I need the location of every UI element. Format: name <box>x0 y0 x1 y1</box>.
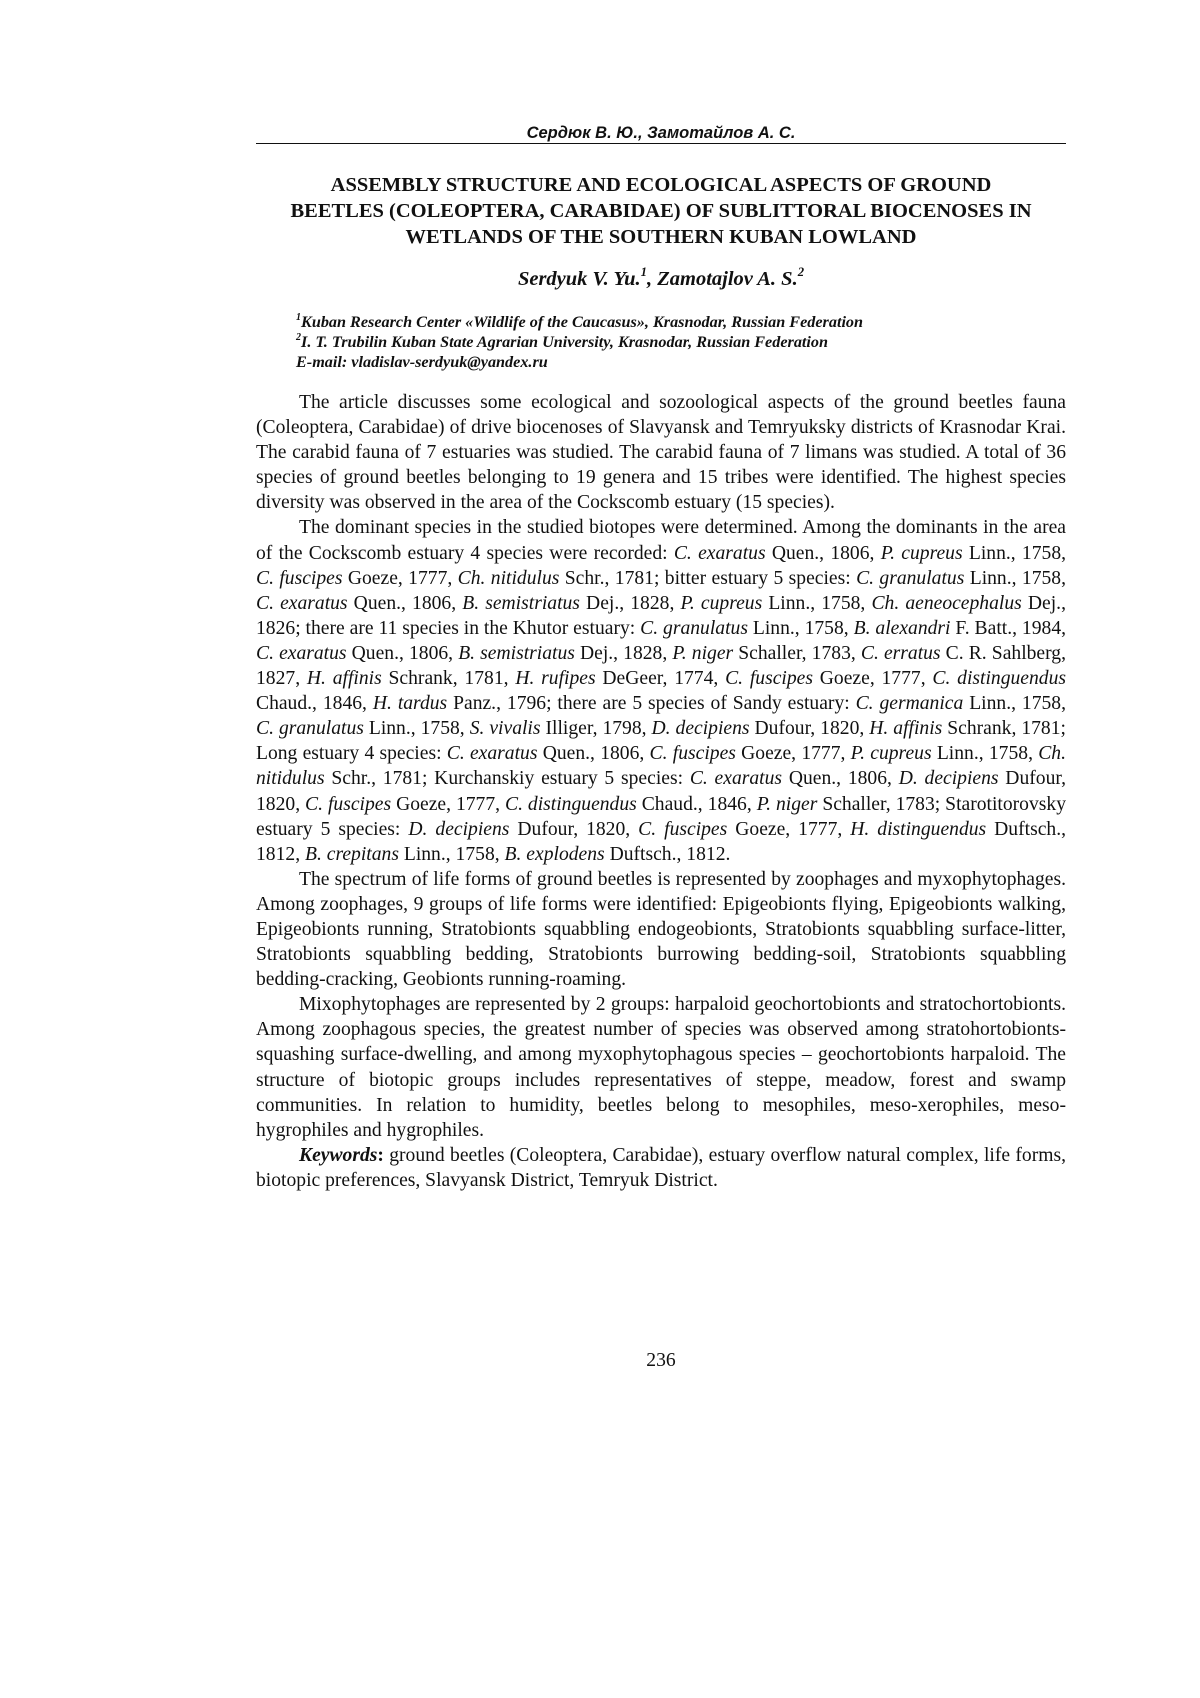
contact-email: E-mail: vladislav-serdyuk@yandex.ru <box>296 353 548 371</box>
species-name: C. granulatus <box>640 617 748 639</box>
text-run: Dej., 1828, <box>574 642 673 664</box>
species-name: S. vivalis <box>469 718 541 740</box>
text-run: Dej., 1828, <box>579 592 681 614</box>
species-name: H. tardus <box>372 693 448 715</box>
text-run: Linn., 1758, <box>363 718 470 740</box>
affiliation-mark: 2 <box>797 264 805 279</box>
species-name: C. granulatus <box>256 718 364 740</box>
species-name: B. explodens <box>504 843 605 865</box>
text-run: Dufour, 1820, <box>509 818 639 840</box>
running-header: Сердюк В. Ю., Замотайлов А. С. <box>526 124 796 142</box>
species-name: C. distinguendus <box>932 668 1067 690</box>
species-name: P. cupreus <box>680 592 763 614</box>
author-separator: , <box>646 268 658 290</box>
page-number: 236 <box>646 1350 676 1371</box>
text-run: Mixophytophages are represented by 2 groups: harpaloid geochortobionts and stratochortobionts. Among zoophagous species, the greatest number of species was observed among stratohortobionts-squashing surface-dwelling, and among myxophytophagous species – geochortobionts harpaloid. The structure of biotopic groups includes representatives of steppe, meadow, forest and swamp communities. In relation to humidity, beetles belong to mesophiles, meso-xerophiles, meso-hygrophiles and hygrophiles. <box>256 994 1066 1141</box>
text-run: Schr., 1781; bitter estuary 5 species: <box>559 567 857 589</box>
text-run: Schrank, 1781; Long estuary 4 species: <box>256 718 1066 765</box>
article-title <box>256 172 1066 250</box>
text-run: Schaller, 1783; Starotitorovsky estuary 5 species: <box>256 793 1066 840</box>
text-run: Quen., 1806, <box>765 542 881 564</box>
text-run: Quen., 1806, <box>782 768 899 790</box>
text-run: Linn., 1758, <box>762 592 872 614</box>
abstract-paragraph <box>256 867 1066 992</box>
species-name: C. fuscipes <box>256 567 343 589</box>
species-name: C. fuscipes <box>725 668 813 690</box>
text-run: Chaud., 1846, <box>256 693 373 715</box>
keywords-paragraph <box>256 1143 1066 1193</box>
text-run: Dufour, 1820, <box>256 768 1067 815</box>
text-run: Linn., 1758, <box>963 693 1066 715</box>
text-run: Schrank, 1781, <box>381 668 516 690</box>
species-name: C. erratus <box>860 642 941 664</box>
affiliation-mark: 2 <box>296 331 302 343</box>
species-name: C. distinguendus <box>505 793 637 815</box>
species-name: D. decipiens <box>408 818 510 840</box>
species-name: C. exaratus <box>256 642 347 664</box>
text-run: Linn., 1758, <box>398 843 505 865</box>
text-run: Quen., 1806, <box>346 642 459 664</box>
abstract-paragraph <box>256 515 1066 866</box>
text-run: Dufour, 1820, <box>749 718 870 740</box>
species-name: H. distinguendus <box>850 818 987 840</box>
species-name: B. crepitans <box>304 843 399 865</box>
text-run: The spectrum of life forms of ground beetles is represented by zoophages and myxophytophages. Among zoophages, 9 groups of life forms were identified: Epigeobionts flying, Epigeobionts walking, Epigeobionts running, Stratobionts squabbling endogeobionts, Stratobionts squabbling surface-litter, Stratobionts squabbling bedding, Stratobionts burrowing bedding-soil, Stratobionts squabbling bedding-cracking, Geobionts running-roaming. <box>256 868 1066 991</box>
affiliation-mark: 1 <box>296 311 302 323</box>
author-name: Serdyuk V. Yu. <box>517 268 641 290</box>
species-name: D. decipiens <box>898 768 999 790</box>
species-name: C. fuscipes <box>305 793 392 815</box>
species-name: H. affinis <box>869 718 943 740</box>
affiliation-text: I. T. Trubilin Kuban State Agrarian University, Krasnodar, Russian Federation <box>301 333 828 351</box>
affiliation <box>296 312 1066 332</box>
species-name: P. niger <box>672 642 734 664</box>
affiliation-text: Kuban Research Center «Wildlife of the Caucasus», Krasnodar, Russian Federation <box>301 313 864 331</box>
text-run: F. Batt., 1984, <box>950 617 1067 639</box>
text-run: Goeze, 1777, <box>727 818 851 840</box>
title-line: BEETLES (COLEOPTERA, CARABIDAE) OF SUBLITTORAL BIOCENOSES IN <box>290 200 1032 222</box>
species-name: C. fuscipes <box>638 818 728 840</box>
text-run: Linn., 1758, <box>964 567 1066 589</box>
species-name: B. semistriatus <box>462 592 580 614</box>
text-run: Schr., 1781; Kurchanskiy estuary 5 species: <box>324 768 690 790</box>
species-name: C. granulatus <box>856 567 965 589</box>
affiliation-mark: 1 <box>640 264 647 279</box>
species-name: C. exaratus <box>446 743 538 765</box>
text-run: Linn., 1758, <box>931 743 1039 765</box>
author-name: Zamotajlov A. S. <box>657 268 798 290</box>
text-run: Goeze, 1777, <box>735 743 851 765</box>
species-name: Ch. aeneocephalus <box>871 592 1022 614</box>
species-name: B. semistriatus <box>458 642 575 664</box>
species-name: Ch. nitidulus <box>457 567 560 589</box>
text-run: Panz., 1796; there are 5 species of Sandy estuary: <box>447 693 856 715</box>
title-line: ASSEMBLY STRUCTURE AND ECOLOGICAL ASPECTS OF GROUND <box>330 174 992 196</box>
text-run: Schaller, 1783, <box>733 642 861 664</box>
keywords-label: Keywords <box>299 1144 378 1166</box>
header-rule <box>256 143 1066 144</box>
text-run: Duftsch., 1812, <box>256 818 1066 865</box>
species-name: B. alexandri <box>853 617 951 639</box>
text-run: Linn., 1758, <box>962 542 1067 564</box>
text-run: Linn., 1758, <box>747 617 854 639</box>
text-run: Goeze, 1777, <box>342 567 458 589</box>
species-name: H. affinis <box>306 668 382 690</box>
text-run: Dej., 1826; there are 11 species in the Khutor estuary: <box>256 592 1066 639</box>
text-run: Duftsch., 1812. <box>604 843 731 865</box>
species-name: C. fuscipes <box>649 743 736 765</box>
text-run: Quen., 1806, <box>537 743 650 765</box>
species-name: D. decipiens <box>651 718 750 740</box>
text-run: The article discusses some ecological and sozoological aspects of the ground beetles fauna (Coleoptera, Carabidae) of drive biocenoses of Slavyansk and Temryuksky districts of Krasnodar Krai. The carabid fauna of 7 estuaries was studied. The carabid fauna of 7 limans was studied. A total of 36 species of ground beetles belonging to 19 genera and 15 tribes were identified. The highest species diversity was observed in the area of the Cockscomb estuary (15 species). <box>256 392 1066 514</box>
text-run: C. R. Sahlberg, 1827, <box>256 642 1066 690</box>
species-name: C. exaratus <box>673 542 766 564</box>
text-run: The dominant species in the studied biotopes were determined. Among the dominants in the area of the Cockscomb estuary 4 species were recorded: <box>256 517 1066 564</box>
species-name: P. niger <box>756 793 818 815</box>
text-run: Illiger, 1798, <box>540 718 652 740</box>
text-run: DeGeer, 1774, <box>595 668 726 690</box>
species-name: C. exaratus <box>256 592 348 614</box>
text-run: Goeze, 1777, <box>812 668 933 690</box>
title-line: WETLANDS OF THE SOUTHERN KUBAN LOWLAND <box>405 226 917 248</box>
species-name: Ch. nitidulus <box>256 743 1066 790</box>
author-list <box>256 266 1066 292</box>
keywords-text: ground beetles (Coleoptera, Carabidae), estuary overflow natural complex, life forms, biotopic preferences, Slavyansk District, Temryuk District. <box>256 1144 1066 1191</box>
keywords-colon: : <box>377 1144 384 1166</box>
species-name: P. cupreus <box>880 542 963 564</box>
abstract-body <box>256 390 1066 1193</box>
text-run: Chaud., 1846, <box>636 793 757 815</box>
species-name: P. cupreus <box>850 743 932 765</box>
species-name: H. rufipes <box>515 668 596 690</box>
species-name: C. exaratus <box>689 768 783 790</box>
affiliation <box>296 332 1066 352</box>
abstract-paragraph <box>256 992 1066 1143</box>
species-name: C. germanica <box>855 693 964 715</box>
text-run: Quen., 1806, <box>347 592 463 614</box>
abstract-paragraph <box>256 390 1066 515</box>
text-run: Goeze, 1777, <box>391 793 505 815</box>
